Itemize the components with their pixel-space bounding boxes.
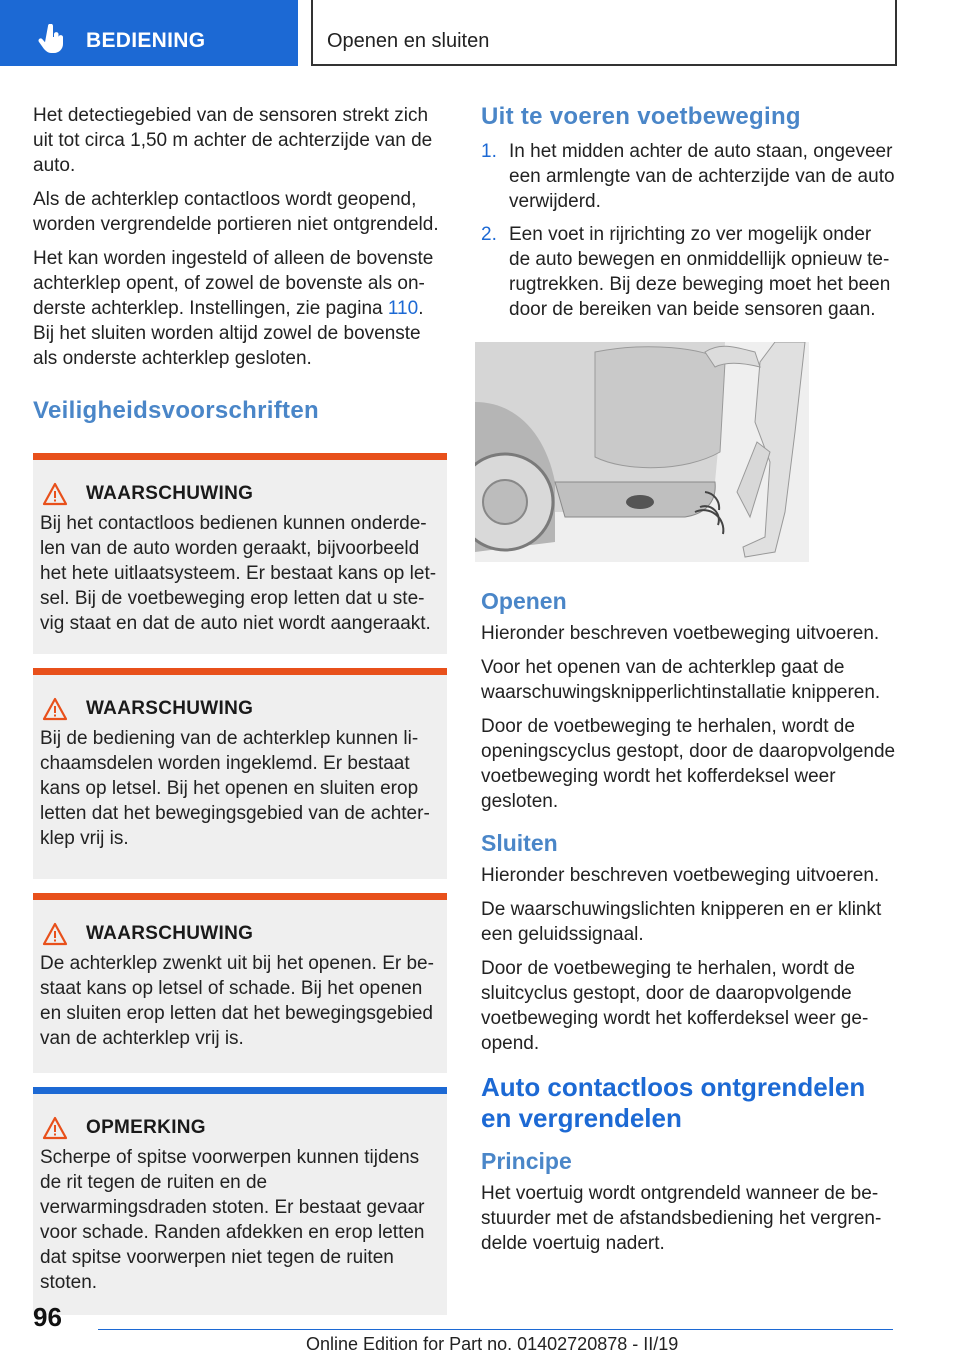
- note-text: Scherpe of spitse voorwerpen kunnen tijdens de rit tegen de ruiten en de verwarmingsdraden stoten. Er bestaat gevaar voor schade. Randen afdekken en erop letten dat spitse voorwerpen niet tegen de ruiten stoten.: [40, 1147, 425, 1293]
- warning-title: WAARSCHUWING: [86, 698, 254, 719]
- note-box: [33, 1087, 447, 1315]
- intro-paragraph-1: Het detectiegebied van de sensoren strekt zich uit tot circa 1,50 m achter de achterzijde van de auto.: [33, 105, 433, 176]
- warning-text: Bij het contactloos bedienen kunnen onderdelen van de auto worden geraakt, bijvoorbeeld het hete uitlaatsysteem. Er bestaat kans op letsel. Bij de voetbeweging erop letten dat u stevig staat en dat de auto niet wordt aangeraakt.: [40, 513, 437, 634]
- page-number: 96: [33, 1302, 62, 1332]
- section-tab: [0, 0, 298, 66]
- warning-title: WAARSCHUWING: [86, 483, 254, 504]
- note-title: OPMERKING: [86, 1117, 206, 1138]
- tailgate-illustration: [475, 342, 809, 562]
- warning-text: Bij de bediening van de achterklep kunnen lichaamsdelen worden ingeklemd. Er bestaat kans op letsel. Bij het openen en sluiten erop letten dat het bewegingsgebied van de achterklep vrij is.: [40, 728, 430, 849]
- page-reference-link[interactable]: 110: [387, 298, 419, 319]
- section-tab-label: BEDIENING: [86, 29, 206, 52]
- close-paragraph-3: Door de voetbeweging te herhalen, wordt de sluitcyclus gestopt, door de daaropvolgende voetbeweging wordt het kofferdeksel weer geopend.: [481, 958, 869, 1054]
- open-paragraph-1: Hieronder beschreven voetbeweging uitvoeren.: [481, 623, 880, 644]
- intro-paragraph-4: Bij het sluiten worden altijd zowel de bovenste als onderste achterklep gesloten.: [33, 323, 421, 369]
- intro-paragraph-2: Als de achterklep contactloos wordt geopend, worden vergrendelde portieren niet ontgrendeld.: [33, 189, 439, 235]
- footer-divider: [98, 1329, 893, 1330]
- warning-title: WAARSCHUWING: [86, 923, 254, 944]
- close-paragraph-1: Hieronder beschreven voetbeweging uitvoeren.: [481, 865, 880, 886]
- intro-paragraph-3: [33, 246, 447, 321]
- close-heading: Sluiten: [481, 830, 558, 856]
- contactless-heading: Auto contactloos ontgrendelen en vergrendelen: [481, 1072, 866, 1133]
- warning-box-1: [33, 453, 447, 654]
- intro-paragraph-3-end: .: [418, 298, 424, 319]
- intro-paragraph-3-text: Het kan worden ingesteld of alleen de bovenste achterklep opent, of zowel de bovenste als onderste achterklep. Instellingen, zie pagina: [33, 248, 434, 319]
- warning-triangle-icon: [42, 1116, 68, 1140]
- foot-movement-heading: Uit te voeren voetbeweging: [481, 103, 801, 130]
- step-number: 2.: [481, 224, 497, 245]
- hand-pointer-icon: [38, 24, 66, 54]
- chapter-header: [311, 0, 897, 66]
- step-number: 1.: [481, 141, 497, 162]
- steps-list: [481, 139, 897, 322]
- list-item: [481, 222, 897, 322]
- step-text: In het midden achter de auto staan, ongeveer een armlengte van de achterzijde van de auto verwijderd.: [509, 141, 895, 212]
- warning-triangle-icon: [42, 482, 68, 506]
- right-column: [481, 103, 897, 1265]
- safety-heading: Veiligheidsvoorschriften: [33, 397, 319, 424]
- chapter-title: Openen en sluiten: [327, 30, 490, 52]
- list-item: [481, 139, 897, 214]
- principle-heading: Principe: [481, 1148, 572, 1174]
- warning-box-3: [33, 893, 447, 1073]
- warning-box-2: [33, 668, 447, 879]
- close-paragraph-2: De waarschuwingslichten knipperen en er klinkt een geluidssignaal.: [481, 899, 882, 945]
- open-paragraph-2: Voor het openen van de achterklep gaat de waarschuwingsknipperlichtinstallatie knipperen.: [481, 657, 881, 703]
- warning-triangle-icon: [42, 922, 68, 946]
- warning-text: De achterklep zwenkt uit bij het openen. Er bestaat kans op letsel of schade. Bij het openen en sluiten erop letten dat het bewegingsgebied van de achterklep vrij is.: [40, 953, 434, 1049]
- warning-triangle-icon: [42, 697, 68, 721]
- step-text: Een voet in rijrichting zo ver mogelijk onder de auto bewegen en onmiddellijk opnieuw terugtrekken. Bij deze beweging moet het been door de bereiken van beide sensoren gaan.: [509, 224, 891, 320]
- principle-paragraph-1: Het voertuig wordt ontgrendeld wanneer de bestuurder met de afstandsbediening het vergrendelde voertuig nadert.: [481, 1183, 882, 1254]
- open-heading: Openen: [481, 588, 567, 614]
- left-column: [33, 103, 447, 1329]
- open-paragraph-3: Door de voetbeweging te herhalen, wordt de openingscyclus gestopt, door de daaropvolgende voetbeweging wordt het kofferdeksel weer gesloten.: [481, 716, 896, 812]
- edition-text: Online Edition for Part no. 01402720878 - II/19: [306, 1334, 679, 1354]
- car-rear-foot-image: [475, 342, 809, 562]
